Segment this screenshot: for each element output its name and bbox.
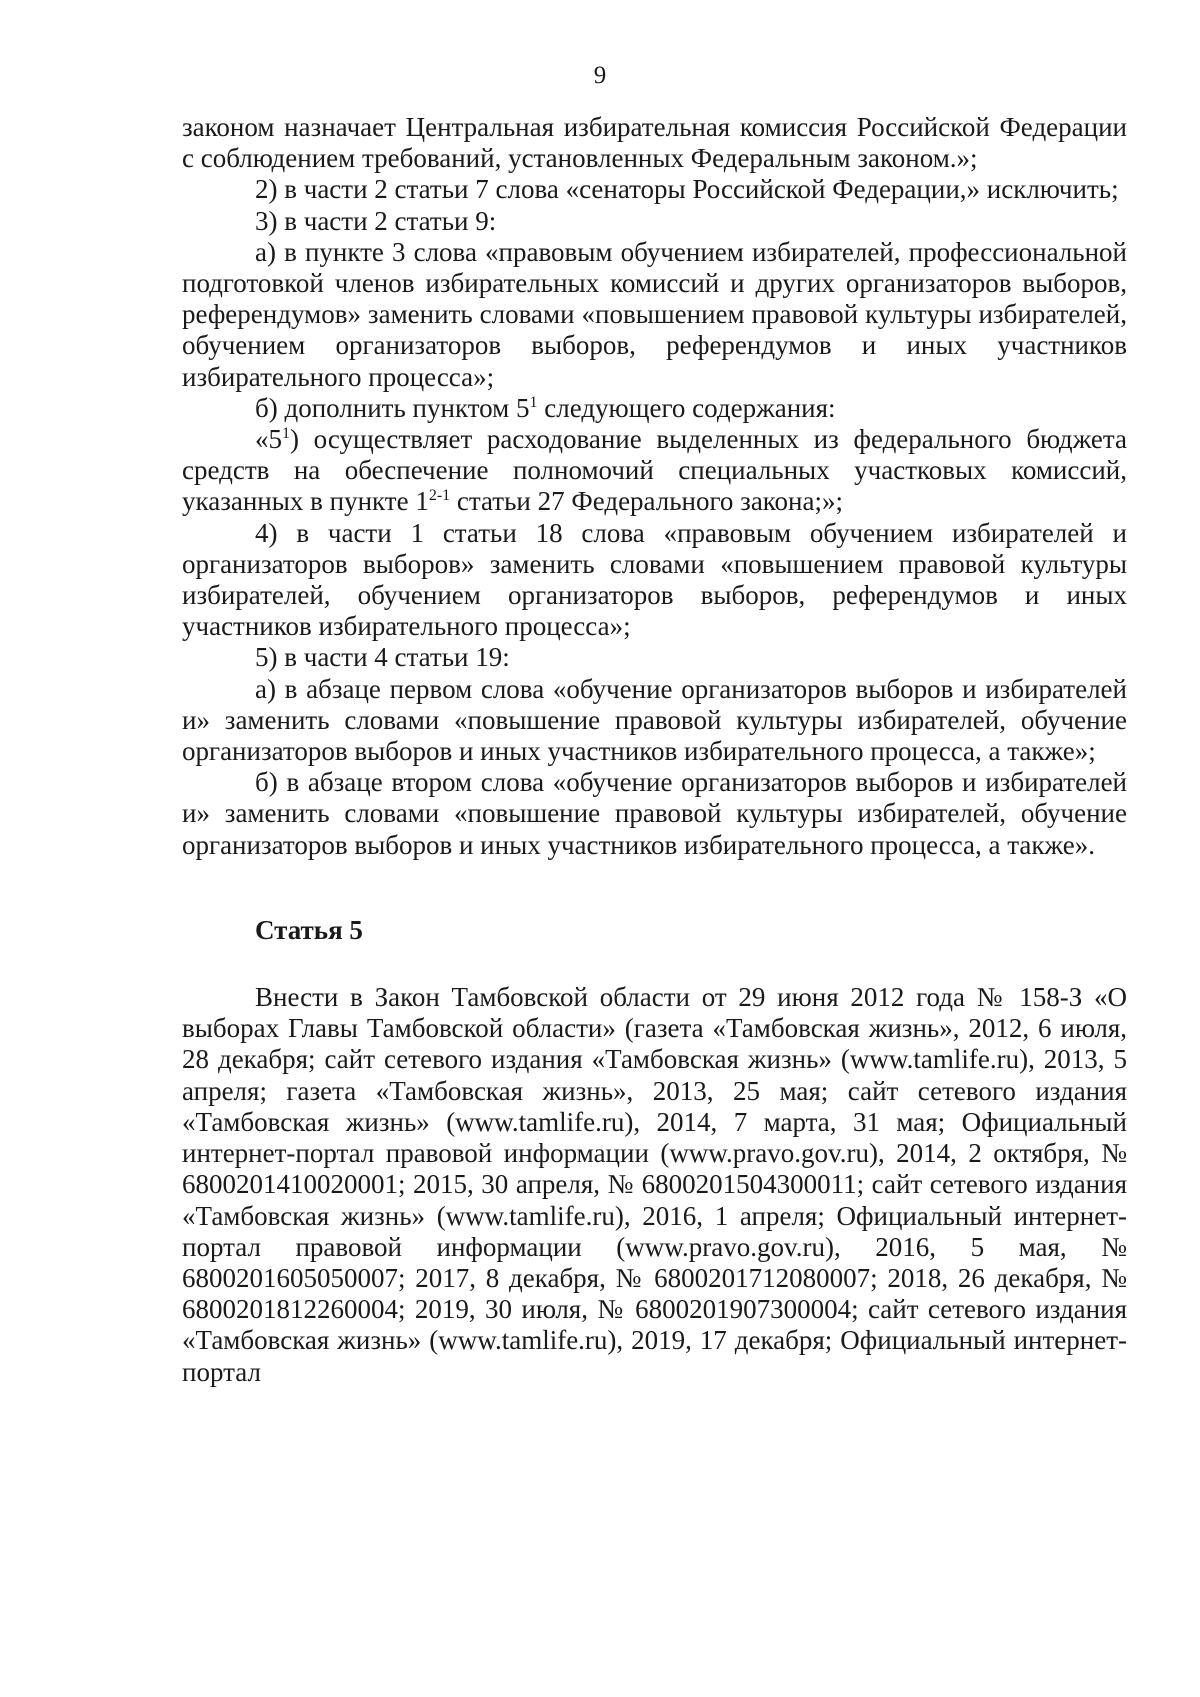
- superscript: 2-1: [428, 487, 451, 505]
- paragraph-item-3b: [182, 393, 1127, 424]
- article-paragraph: Внести в Закон Тамбовской области от 29 июня 2012 года № 158-З «О выборах Главы Тамбовской области» (газета «Тамбовская жизнь», 2012, 6 июля, 28 декабря; сайт сетевого издания «Тамбовская жизнь» (www.tamlife.ru), 2013, 5 апреля; газета «Тамбовская жизнь», 2013, 25 мая; сайт сетевого издания «Тамбовская жизнь» (www.tamlife.ru), 2014, 7 марта, 31 мая; Официальный интернет-портал правовой информации (www.pravo.gov.ru), 2014, 2 октября, № 6800201410020001; 2015, 30 апреля, № 6800201504300011; сайт сетевого издания «Тамбовская жизнь» (www.tamlife.ru), 2016, 1 апреля; Официальный интернет-портал правовой информации (www.pravo.gov.ru), 2016, 5 мая, № 6800201605050007; 2017, 8 декабря, № 6800201712080007; 2018, 26 декабря, № 6800201812260004; 2019, 30 июля, № 6800201907300004; сайт сетевого издания «Тамбовская жизнь» (www.tamlife.ru), 2019, 17 декабря; Официальный интернет-портал: [182, 982, 1127, 1387]
- paragraph-continuation: законом назначает Центральная избирательная комиссия Российской Федерации с соблюдением требований, установленных Федеральным законом.»;: [182, 112, 1127, 174]
- text-fragment: ) осуществляет расходование выделенных из федерального бюджета средств на обеспечение полномочий специальных участковых комиссий, указанных в пункте 1: [182, 424, 1127, 517]
- paragraph-item-5a: а) в абзаце первом слова «обучение организаторов выборов и избирателей и» заменить словами «повышение правовой культуры избирателей, обучение организаторов выборов и иных участников избирательного процесса, а также»;: [182, 673, 1127, 767]
- page-number: 9: [593, 62, 607, 89]
- text-fragment: «5: [255, 424, 282, 455]
- paragraph-item-4: 4) в части 1 статьи 18 слова «правовым обучением избирателей и организаторов выборов» заменить словами «повышением правовой культуры избирателей, обучением организаторов выборов, референдумов и иных участников избирательного процесса»;: [182, 517, 1127, 642]
- paragraph-item-5: 5) в части 4 статьи 19:: [255, 642, 510, 673]
- superscript: 1: [282, 425, 290, 443]
- superscript: 1: [529, 393, 538, 411]
- text-fragment: б) дополнить пунктом 5: [255, 392, 530, 423]
- paragraph-item-5b: б) в абзаце втором слова «обучение организаторов выборов и избирателей и» заменить словами «повышение правовой культуры избирателей, обучение организаторов выборов и иных участников избирательного процесса, а также».: [182, 767, 1127, 860]
- paragraph-item-3: 3) в части 2 статьи 9:: [255, 205, 497, 236]
- paragraph-item-3a: а) в пункте 3 слова «правовым обучением избирателей, профессиональной подготовкой членов избирательных комиссий и других организаторов выборов, референдумов» заменить словами «повышением правовой культуры избирателей, обучением организаторов выборов, референдумов и иных участников избирательного процесса»;: [182, 236, 1127, 392]
- paragraph-item-5-1: [182, 424, 1127, 518]
- article-heading: Статья 5: [255, 914, 363, 945]
- text-fragment: следующего содержания:: [537, 392, 836, 423]
- document-body: [182, 112, 1127, 1388]
- text-fragment: статьи 27 Федерального закона;»;: [450, 486, 843, 517]
- paragraph-item-2: 2) в части 2 статьи 7 слова «сенаторы Российской Федерации,» исключить;: [255, 174, 1119, 205]
